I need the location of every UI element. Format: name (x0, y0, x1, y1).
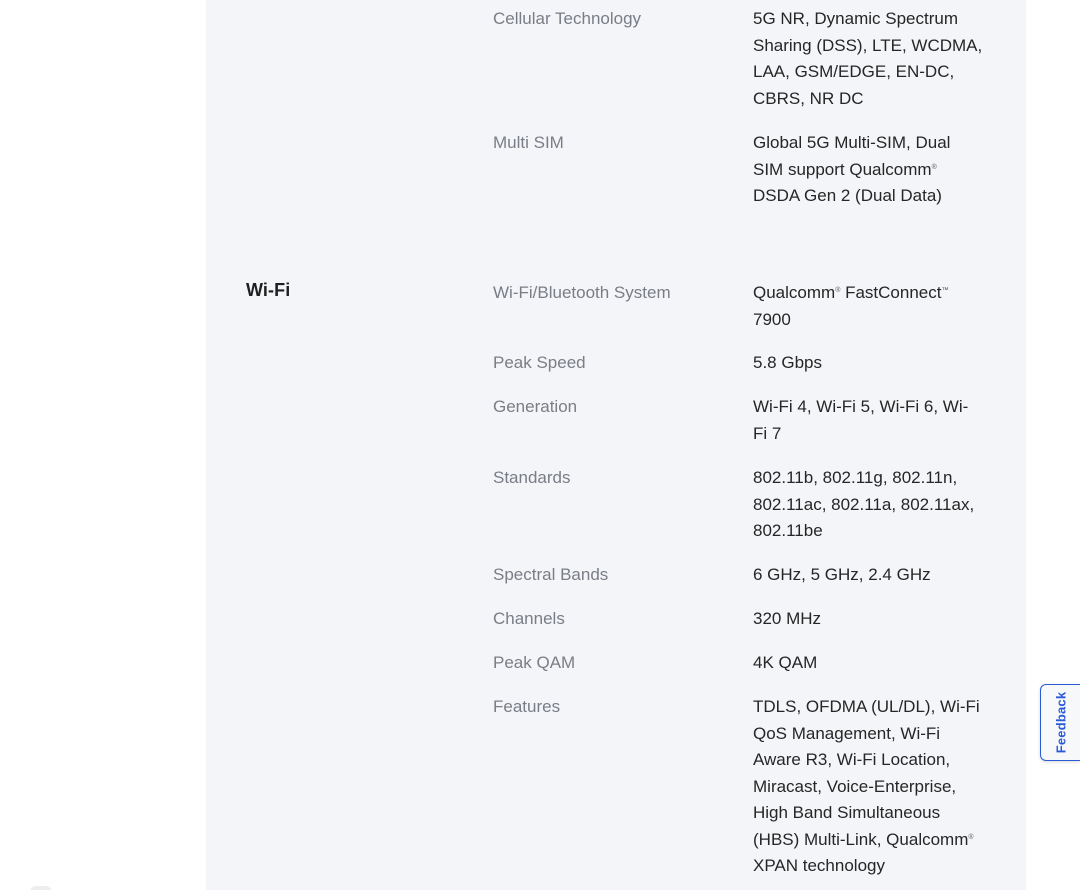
spec-value: TDLS, OFDMA (UL/DL), Wi-Fi QoS Management, Wi-Fi Aware R3, Wi-Fi Location, Miracast, Voice-Enterprise, High Band Simultaneous (HBS) Multi-Link, Qualcomm® XPAN technology (753, 697, 980, 875)
scroll-indicator (30, 886, 52, 890)
spec-value: Global 5G Multi-SIM, Dual SIM support Qualcomm® DSDA Gen 2 (Dual Data) (753, 133, 951, 205)
spec-table (206, 0, 1026, 890)
feedback-button[interactable] (1040, 684, 1080, 761)
spec-label: Multi SIM (493, 133, 564, 152)
spec-label: Peak QAM (493, 653, 576, 672)
spec-label: Features (493, 697, 561, 716)
spec-value: 320 MHz (753, 609, 822, 628)
section-title: Wi-Fi (246, 280, 291, 300)
spec-value: 4K QAM (753, 653, 818, 672)
spec-label: Wi-Fi/Bluetooth System (493, 283, 671, 302)
spec-label: Generation (493, 397, 578, 416)
spec-label: Spectral Bands (493, 565, 609, 584)
spec-value: 802.11b, 802.11g, 802.11n, 802.11ac, 802.11a, 802.11ax, 802.11be (753, 468, 975, 540)
spec-value: 5.8 Gbps (753, 353, 822, 372)
spec-label: Channels (493, 609, 565, 628)
spec-label: Cellular Technology (493, 9, 642, 28)
spec-label: Peak Speed (493, 353, 586, 372)
spec-value: 5G NR, Dynamic Spectrum Sharing (DSS), LTE, WCDMA, LAA, GSM/EDGE, EN-DC, CBRS, NR DC (753, 9, 983, 108)
spec-value: 6 GHz, 5 GHz, 2.4 GHz (753, 565, 931, 584)
feedback-label: Feedback (1053, 691, 1069, 754)
spec-value: Wi-Fi 4, Wi-Fi 5, Wi-Fi 6, Wi- Fi 7 (753, 397, 969, 443)
spec-value: Qualcomm® FastConnect™ 7900 (753, 283, 949, 329)
spec-label: Standards (493, 468, 571, 487)
